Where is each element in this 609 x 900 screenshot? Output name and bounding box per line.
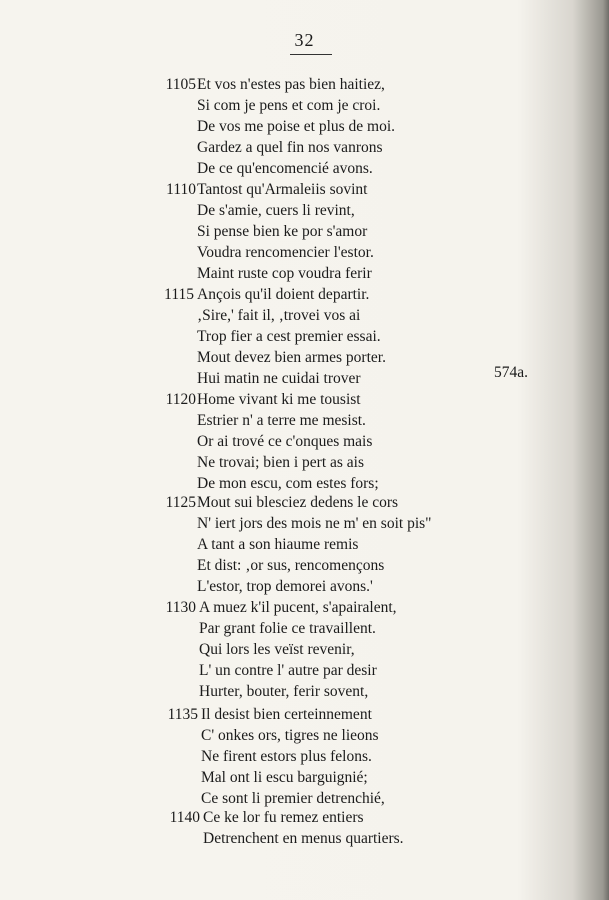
verse-line: Mal ont li escu barguignié; — [201, 769, 368, 786]
verse-line: De ce qu'encomencié avons. — [197, 160, 373, 177]
verse-line: Mout devez bien armes porter. — [197, 349, 386, 366]
verse-line: A tant a son hiaume remis — [197, 536, 359, 553]
verse-line: Mout sui blesciez dedens le cors — [197, 494, 399, 511]
page-number: 32 — [294, 30, 315, 50]
verse-line: Ne trovai; bien i pert as ais — [197, 454, 365, 471]
verse-line: Il desist bien certeinnement — [201, 706, 372, 723]
verse-line: Or ai trové ce c'onques mais — [197, 433, 373, 450]
verse-line: De mon escu, com estes fors; — [197, 475, 379, 492]
verse-line: A muez k'il pucent, s'apairalent, — [199, 599, 397, 616]
line-number: 1110 — [166, 181, 196, 198]
verse-line: Ce sont li premier detrenchié, — [201, 790, 385, 807]
margin-note: 574a. — [494, 364, 529, 381]
verse-line: Maint ruste cop voudra ferir — [197, 265, 372, 282]
verse-line: Voudra rencomencier l'estor. — [197, 244, 374, 261]
verse-line: Par grant folie ce travaillent. — [199, 620, 376, 637]
verse-line: L'estor, trop demorei avons.' — [197, 578, 373, 595]
verse-line: Hurter, bouter, ferir sovent, — [199, 683, 369, 700]
verse-line: Ne firent estors plus felons. — [201, 748, 372, 765]
verse-line: Si pense bien ke por s'amor — [197, 223, 368, 240]
line-number: 1125 — [165, 494, 196, 511]
verse-line: De vos me poise et plus de moi. — [197, 118, 396, 135]
line-number: 1140 — [169, 809, 200, 826]
verse-line: Ce ke lor fu remez entiers — [203, 809, 364, 826]
verse-line: C' onkes ors, tigres ne lieons — [201, 727, 379, 744]
verse-line: Qui lors les veïst revenir, — [199, 641, 355, 658]
verse-line: N' iert jors des mois ne m' en soit pis" — [197, 515, 432, 532]
verse-line: Trop fier a cest premier essai. — [197, 328, 381, 345]
verse-line: ‚Sire,' fait il, ‚trovei vos ai — [197, 307, 361, 324]
verse-line: Home vivant ki me tousist — [197, 391, 361, 408]
verse-line: L' un contre l' autre par desir — [199, 662, 377, 679]
line-number: 1105 — [165, 76, 196, 93]
verse-line: Tantost qu'Armaleiis sovint — [197, 181, 368, 198]
verse-line: Ançois qu'il doient departir. — [197, 286, 370, 303]
line-number: 1135 — [167, 706, 198, 723]
line-number: 1130 — [165, 599, 196, 616]
verse-line: Et dist: ‚or sus, rencomençons — [197, 557, 385, 574]
verse-line: De s'amie, cuers li revint, — [197, 202, 355, 219]
verse-line: Estrier n' a terre me mesist. — [197, 412, 366, 429]
line-number: 1120 — [165, 391, 196, 408]
line-number: 1115 — [164, 286, 194, 303]
verse-line: Gardez a quel fin nos vanrons — [197, 139, 383, 156]
verse-line: Et vos n'estes pas bien haitiez, — [197, 76, 385, 93]
verse-line: Hui matin ne cuidai trover — [197, 370, 361, 387]
page-number-rule — [290, 54, 332, 55]
verse-line: Si com je pens et com je croi. — [197, 97, 381, 114]
verse-line: Detrenchent en menus quartiers. — [203, 830, 404, 847]
